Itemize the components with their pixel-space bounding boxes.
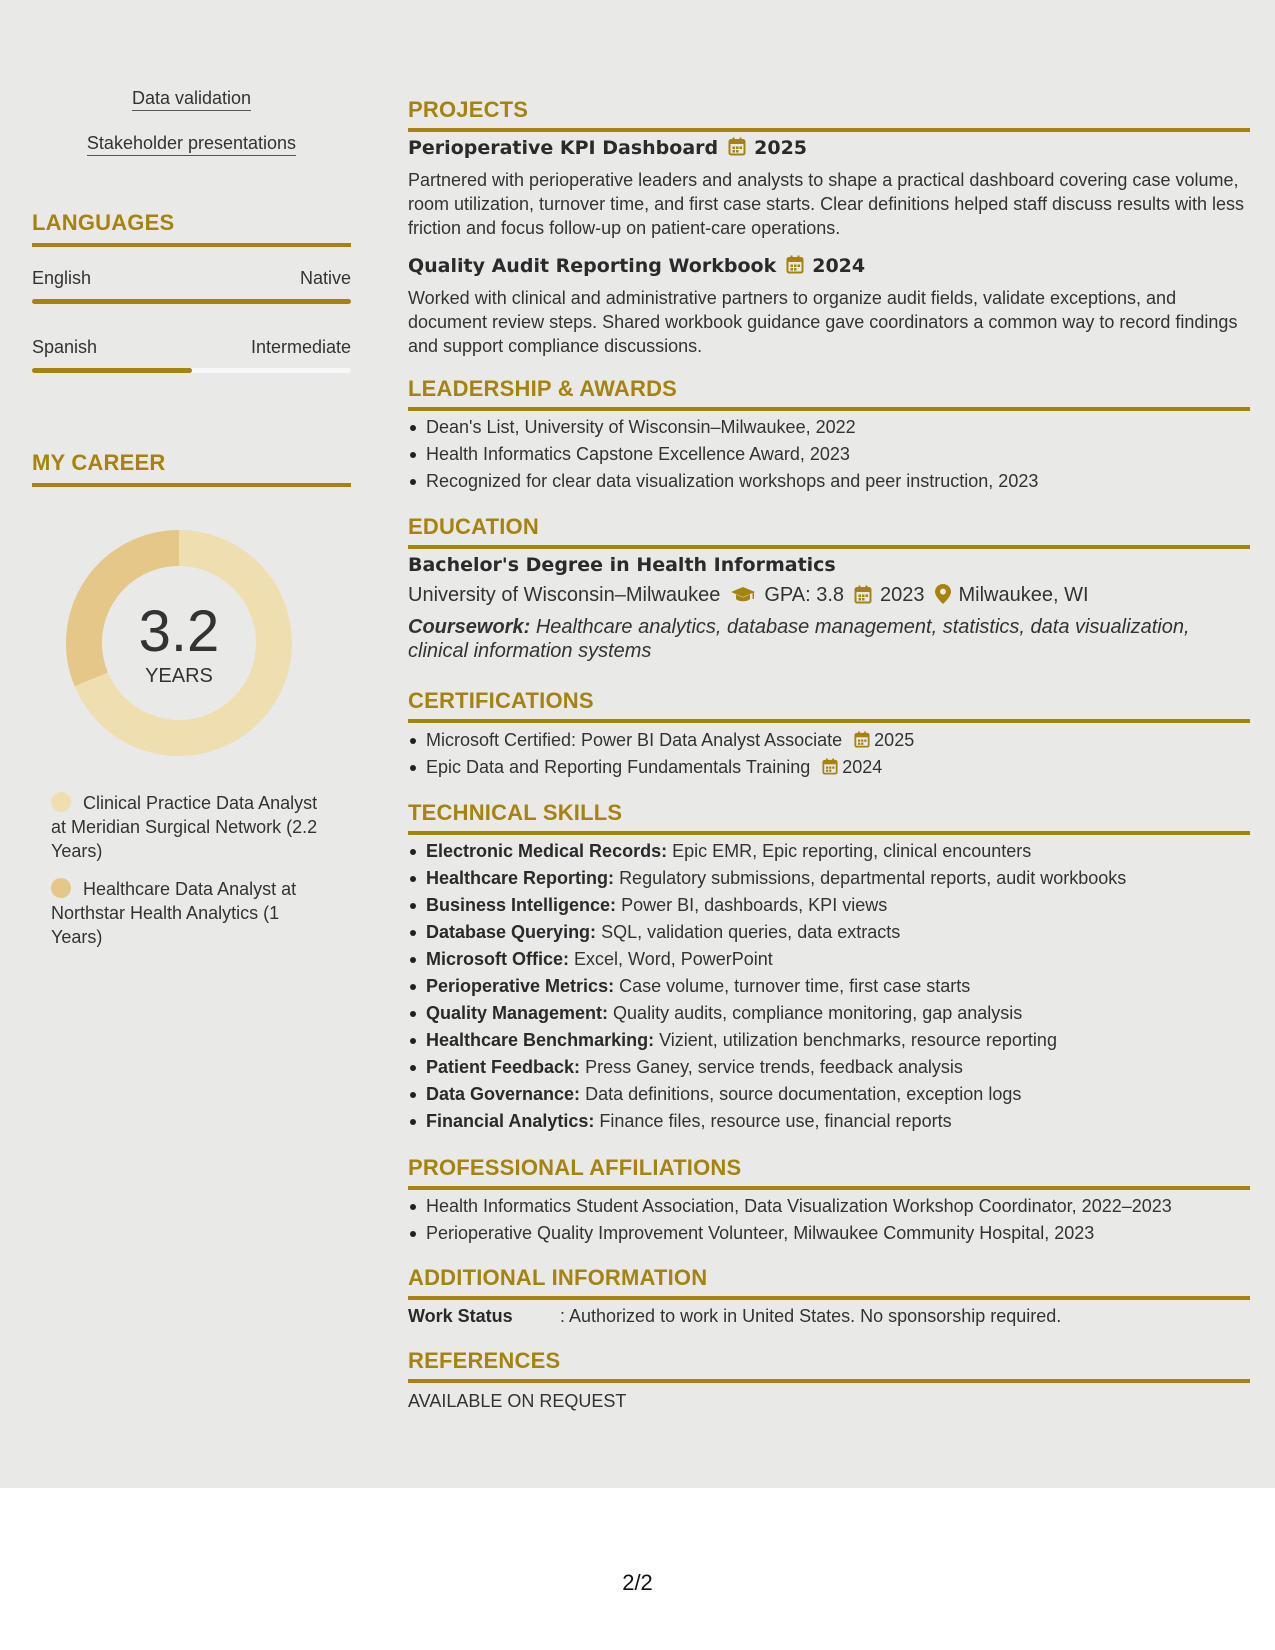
section-divider [32, 243, 351, 247]
skill-value: Power BI, dashboards, KPI views [621, 895, 888, 915]
languages-section [32, 210, 351, 247]
project-title-row [408, 137, 1250, 159]
calendar-icon [854, 731, 870, 748]
language-bar-fill [32, 368, 192, 373]
section-divider [408, 719, 1250, 723]
section-divider [408, 1296, 1250, 1300]
section-heading: EDUCATION [408, 514, 539, 539]
project-year: 2025 [754, 137, 808, 159]
project-year: 2024 [812, 255, 866, 277]
skill-name: Data Governance: [426, 1084, 581, 1104]
section-divider [408, 1379, 1250, 1383]
certifications-section [408, 688, 1250, 723]
legend-label: Healthcare Data Analyst at Northstar Health Analytics (1 Years) [51, 879, 297, 947]
skill-value: Quality audits, compliance monitoring, gap analysis [613, 1003, 1023, 1023]
calendar-icon [728, 137, 746, 156]
section-divider [408, 545, 1250, 549]
calendar-icon [822, 758, 838, 775]
page-number: 2/2 [622, 1570, 653, 1595]
skill-name: Healthcare Benchmarking: [426, 1030, 655, 1050]
graduation-cap-icon [730, 586, 756, 604]
calendar-icon [786, 255, 804, 274]
section-heading: TECHNICAL SKILLS [408, 800, 623, 825]
references-text: AVAILABLE ON REQUEST [408, 1391, 627, 1411]
skill-value: Case volume, turnover time, first case starts [619, 976, 971, 996]
career-legend-item [51, 877, 331, 949]
legend-label: Clinical Practice Data Analyst at Meridian Surgical Network (2.2 Years) [51, 793, 318, 861]
section-heading: CERTIFICATIONS [408, 688, 594, 713]
language-level: Intermediate [250, 337, 351, 357]
section-heading: MY CAREER [32, 450, 166, 475]
skill-name: Business Intelligence: [426, 895, 617, 915]
work-status-label: Work Status [408, 1306, 513, 1326]
skill-value: Finance files, resource use, financial reports [599, 1111, 952, 1131]
gpa: GPA: 3.8 [764, 584, 844, 606]
section-heading: LANGUAGES [32, 210, 175, 235]
section-divider [32, 483, 351, 487]
section-divider [408, 407, 1250, 411]
school-name: University of Wisconsin–Milwaukee [408, 584, 721, 606]
language-name: English [32, 268, 92, 288]
list-item [408, 1081, 1250, 1108]
certifications-list [408, 727, 1250, 781]
list-item: Recognized for clear data visualization workshops and peer instruction, 2023 [408, 468, 1250, 495]
section-divider [408, 1186, 1250, 1190]
list-item [408, 727, 1250, 754]
section-heading: ADDITIONAL INFORMATION [408, 1265, 708, 1290]
project-description: Worked with clinical and administrative partners to organize audit fields, validate exceptions, and document review steps. Shared workbook guidance gave coordinators a common way to record findings and support compliance discussions. [408, 288, 1238, 356]
coursework-text: Healthcare analytics, database management, statistics, data visualization, clinical information systems [408, 616, 1190, 662]
project-title: Quality Audit Reporting Workbook [408, 255, 777, 277]
work-status-value: : Authorized to work in United States. No sponsorship required. [560, 1306, 1062, 1326]
calendar-icon [854, 585, 872, 604]
career-total-years: 3.2 [138, 599, 220, 664]
list-item [408, 865, 1250, 892]
coursework [408, 615, 1250, 663]
additional-info-section [408, 1265, 1250, 1300]
skill-value: Press Ganey, service trends, feedback analysis [585, 1057, 963, 1077]
graduation-year: 2023 [880, 584, 925, 606]
list-item [408, 838, 1250, 865]
technical-skills-section [408, 800, 1250, 835]
career-years-unit: YEARS [145, 665, 213, 687]
legend-swatch [51, 878, 71, 898]
language-name: Spanish [32, 337, 98, 357]
list-item [408, 1027, 1250, 1054]
list-item [408, 754, 1250, 781]
career-section [32, 450, 351, 487]
skill-tag-label: Stakeholder presentations [87, 133, 296, 156]
skill-tag[interactable] [32, 88, 351, 109]
skill-name: Financial Analytics: [426, 1111, 595, 1131]
list-item: Health Informatics Student Association, Data Visualization Workshop Coordinator, 2022–2023 [408, 1193, 1250, 1220]
coursework-label: Coursework: [408, 616, 531, 638]
list-item [408, 946, 1250, 973]
skill-value: SQL, validation queries, data extracts [601, 922, 901, 942]
list-item: Health Informatics Capstone Excellence Award, 2023 [408, 441, 1250, 468]
list-item [408, 1108, 1250, 1135]
section-heading: PROJECTS [408, 97, 529, 122]
list-item [408, 1000, 1250, 1027]
list-item [408, 1054, 1250, 1081]
career-legend-item [51, 791, 331, 863]
location-pin-icon [935, 584, 951, 604]
section-divider [408, 831, 1250, 835]
skill-value: Excel, Word, PowerPoint [574, 949, 773, 969]
skill-name: Patient Feedback: [426, 1057, 581, 1077]
skill-tag-label: Data validation [132, 88, 251, 111]
section-heading: LEADERSHIP & AWARDS [408, 376, 678, 401]
projects-section [408, 97, 1250, 132]
skill-value: Vizient, utilization benchmarks, resource reporting [659, 1030, 1057, 1050]
education-details [408, 584, 1250, 607]
list-item: Dean's List, University of Wisconsin–Milwaukee, 2022 [408, 414, 1250, 441]
legend-swatch [51, 792, 71, 812]
skill-name: Quality Management: [426, 1003, 609, 1023]
location: Milwaukee, WI [958, 584, 1089, 606]
section-divider [408, 128, 1250, 132]
degree-title: Bachelor's Degree in Health Informatics [408, 554, 836, 576]
language-level: Native [299, 268, 351, 288]
work-status-row [408, 1306, 1250, 1327]
references-section [408, 1348, 1250, 1383]
skill-name: Database Querying: [426, 922, 597, 942]
certification-name: Epic Data and Reporting Fundamentals Training [426, 757, 811, 777]
skill-value: Epic EMR, Epic reporting, clinical encounters [672, 841, 1032, 861]
language-row [32, 337, 351, 358]
section-heading: PROFESSIONAL AFFILIATIONS [408, 1155, 742, 1180]
skill-name: Microsoft Office: [426, 949, 570, 969]
certification-year: 2024 [842, 757, 883, 777]
list-item [408, 892, 1250, 919]
language-bar [32, 299, 351, 304]
language-bar-fill [32, 299, 351, 304]
affiliations-section [408, 1155, 1250, 1190]
project-title: Perioperative KPI Dashboard [408, 137, 719, 159]
technical-skills-list [408, 838, 1250, 1135]
project-title-row [408, 255, 1250, 277]
certification-year: 2025 [874, 730, 915, 750]
affiliations-list [408, 1193, 1250, 1247]
section-heading: REFERENCES [408, 1348, 561, 1373]
skill-name: Perioperative Metrics: [426, 976, 615, 996]
skill-name: Healthcare Reporting: [426, 868, 615, 888]
project-description: Partnered with perioperative leaders and analysts to shape a practical dashboard covering case volume, room utilization, turnover time, and first case starts. Clear definitions helped staff discuss results with less friction and focus follow-up on patient-care operations. [408, 170, 1245, 238]
language-row [32, 268, 351, 289]
list-item: Perioperative Quality Improvement Volunteer, Milwaukee Community Hospital, 2023 [408, 1220, 1250, 1247]
language-bar [32, 368, 351, 373]
list-item [408, 919, 1250, 946]
certification-name: Microsoft Certified: Power BI Data Analyst Associate [426, 730, 843, 750]
leadership-section [408, 376, 1250, 411]
skill-tag[interactable] [32, 133, 351, 154]
leadership-list [408, 414, 1250, 495]
skill-value: Regulatory submissions, departmental reports, audit workbooks [619, 868, 1127, 888]
skill-value: Data definitions, source documentation, exception logs [585, 1084, 1022, 1104]
skill-name: Electronic Medical Records: [426, 841, 668, 861]
list-item [408, 973, 1250, 1000]
education-section [408, 514, 1250, 549]
